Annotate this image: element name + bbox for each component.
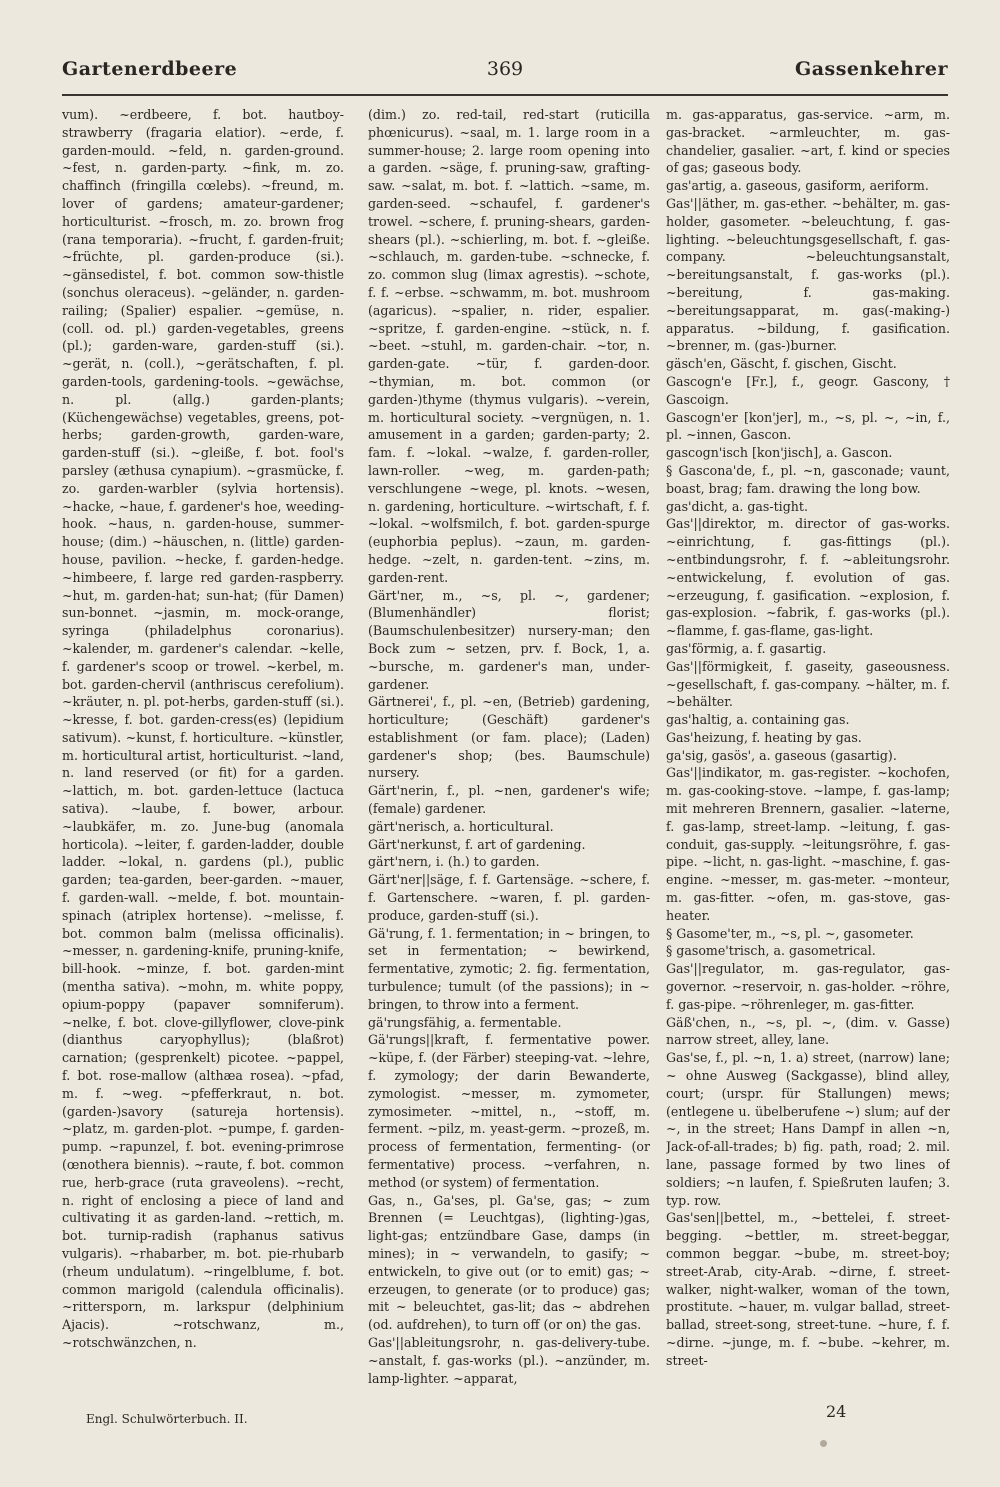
- column-left-text: vum). ~erdbeere, f. bot. hautboy-strawberry (fragaria elatior). ~erde, f. garden-mould. ~feld, n. garden-ground. ~fest, n. garden-party. ~fink, m. zo. chaffinch (fringilla cœlebs). ~freund, m. lover of gardens; amateur-gardener; horticulturist. ~frosch, m. zo. brown frog (rana temporaria). ~frucht, f. garden-fruit; ~früchte, pl. garden-produce (si.). ~gänsedistel, f. bot. common sow-thistle (sonchus oleraceus). ~geländer, n. garden-railing; (Spalier) espalier. ~gemüse, n. (coll. od. pl.) garden-vegetables, greens (pl.); garden-ware, garden-stuff (si.). ~gerät, n. (coll.), ~gerätschaften, f. pl. garden-tools, gardening-tools. ~gewächse, n. pl. (allg.) garden-plants; (Küchengewächse) vegetables, greens, pot-herbs; garden-growth, garden-ware, garden-stuff (si.). ~gleiße, f. bot. fool's parsley (æthusa cynapium). ~grasmücke, f. zo. garden-warbler (sylvia hortensis). ~hacke, ~haue, f. gardener's hoe, weeding-hook. ~haus, n. garden-house, summer-house; (dim.) ~häuschen, n. (little) garden-house, pavilion. ~hecke, f. garden-hedge. ~himbeere, f. large red garden-raspberry. ~hut, m. garden-hat; sun-hat; (für Damen) sun-bonnet. ~jasmin, m. mock-orange, syringa (philadelphus coronarius). ~kalender, m. gardener's calendar. ~kelle, f. gardener's scoop or trowel. ~kerbel, m. bot. garden-chervil (anthriscus cerefolium). ~kräuter, n. pl. pot-herbs, garden-stuff (si.). ~kresse, f. bot. garden-cress(es) (lepidium sativum). ~kunst, f. horticulture. ~künstler, m. horticultural artist, horticulturist. ~land, n. land reserved (or fit) for a garden. ~lattich, m. bot. garden-lettuce (lactuca sativa). ~laube, f. bower, arbour. ~laubkäfer, m. zo. June-bug (anomala horticola). ~leiter, f. garden-ladder, double ladder. ~lokal, n. gardens (pl.), public garden; tea-garden, beer-garden. ~mauer, f. garden-wall. ~melde, f. bot. mountain-spinach (atriplex hortense). ~melisse, f. bot. common balm (melissa officinalis). ~messer, n. gardening-knife, pruning-knife, bill-hook. ~minze, f. bot. garden-mint (mentha sativa). ~mohn, m. white poppy, opium-poppy (papaver somniferum). ~nelke, f. bot. clove-gillyflower, clove-pink (dianthus caryophyllus); (blaßrot) carnation; (gesprenkelt) picotee. ~pappel, f. bot. rose-mallow (althæa rosea). ~pfad, m. f. ~weg. ~pfefferkraut, n. bot. (garden-)savory (satureja hortensis). ~platz, m. garden-plot. ~pumpe, f. garden-pump. ~rapunzel, f. bot. evening-primrose (œnothera biennis). ~raute, f. bot. common rue, herb-grace (ruta graveolens). ~recht, n. right of enclosing a piece of land and cultivating it as garden-land. ~rettich, m. bot. turnip-radish (raphanus sativus vulgaris). ~rhabarber, m. bot. pie-rhubarb (rheum undulatum). ~ringelblume, f. bot. common marigold (calendula officinalis). ~rittersporn, m. larkspur (delphinium Ajacis). ~rotschwanz, m., ~rotschwänzchen, n.: [62, 107, 344, 1350]
- column-middle-text: (dim.) zo. red-tail, red-start (ruticilla phœnicurus). ~saal, m. 1. large room in a summer-house; 2. large room opening into a garden. ~säge, f. pruning-saw, grafting-saw. ~salat, m. bot. f. ~lattich. ~same, m. garden-seed. ~schaufel, f. gardener's trowel. ~schere, f. pruning-shears, garden-shears (pl.). ~schierling, m. bot. f. ~gleiße. ~schlauch, m. garden-tube. ~schnecke, f. zo. common slug (limax agrestis). ~schote, f. f. ~erbse. ~schwamm, m. bot. mushroom (agaricus). ~spalier, n. rider, espalier. ~spritze, f. garden-engine. ~stück, n. f. ~beet. ~stuhl, m. garden-chair. ~tor, n. garden-gate. ~tür, f. garden-door. ~thymian, m. bot. common (or garden-)thyme (thymus vulgaris). ~verein, m. horticultural society. ~vergnügen, n. 1. amusement in a garden; garden-party; 2. fam. f. ~lokal. ~walze, f. garden-roller, lawn-roller. ~weg, m. garden-path; verschlungene ~wege, pl. knots. ~wesen, n. gardening, horticulture. ~wirtschaft, f. f. ~lokal. ~wolfsmilch, f. bot. garden-spurge (euphorbia peplus). ~zaun, m. garden-hedge. ~zelt, n. garden-tent. ~zins, m. garden-rent. Gärt'ner, m., ~s, pl. ~, gardener; (Blumenhändler) florist; (Baumschulenbesitzer) nursery-man; den Bock zum ~ setzen, prv. f. Bock, 1, a. ~bursche, m. gardener's man, under-gardener. Gärtnerei', f., pl. ~en, (Betrieb) gardening, horticulture; (Geschäft) gardener's establishment (or fam. place); (Laden) gardener's shop; (bes. Baumschule) nursery. Gärt'nerin, f., pl. ~nen, gardener's wife; (female) gardener. gärt'nerisch, a. horticultural. Gärt'nerkunst, f. art of gardening. gärt'nern, i. (h.) to garden. Gärt'ner||säge, f. f. Gartensäge. ~schere, f. f. Gartenschere. ~waren, f. pl. garden-produce, garden-stuff (si.). Gä'rung, f. 1. fermentation; in ~ bringen, to set in fermentation; ~ bewirkend, fermentative, zymotic; 2. fig. fermentation, turbulence; tumult (of the passions); in ~ bringen, to throw into a ferment. gä'rungsfähig, a. fermentable. Gä'rungs||kraft, f. fermentative power. ~küpe, f. (der Färber) steeping-vat. ~lehre, f. zymology; der darin Bewanderte, zymologist. ~messer, m. zymometer, zymosimeter. ~mittel, n., ~stoff, m. ferment. ~pilz, m. yeast-germ. ~prozeß, m. process of fermentation, fermenting- (or fermentative) process. ~verfahren, n. method (or system) of fermentation. Gas, n., Ga'ses, pl. Ga'se, gas; ~ zum Brennen (= Leuchtgas), (lighting-)gas, light-gas; entzündbare Gase, damps (in mines); in ~ verwandeln, to gasify; ~ entwickeln, to give out (or to emit) gas; ~ erzeugen, to generate (or to produce) gas; mit ~ beleuchtet, gas-lit; das ~ abdrehen (od. aufdrehen), to turn off (or on) the gas. Gas'||ableitungsrohr, n. gas-delivery-tube. ~anstalt, f. gas-works (pl.). ~anzünder, m. lamp-lighter. ~apparat,: [368, 107, 650, 1386]
- page-header: [62, 52, 948, 92]
- column-middle: [368, 106, 650, 1406]
- footer-signature: 24: [826, 1402, 847, 1421]
- ink-spot: [820, 1440, 827, 1447]
- footer-book-title: Engl. Schulwörterbuch. II.: [86, 1412, 248, 1426]
- page-number: 369: [486, 58, 524, 80]
- header-rule: [62, 94, 948, 96]
- right-running-headword: Gassenkehrer: [794, 58, 948, 80]
- column-right-text: m. gas-apparatus, gas-service. ~arm, m. gas-bracket. ~armleuchter, m. gas-chandelier, gasalier. ~art, f. kind or species of gas; gaseous body. gas'artig, a. gaseous, gasiform, aeriform. Gas'||äther, m. gas-ether. ~behälter, m. gas-holder, gasometer. ~beleuchtung, f. gas-lighting. ~beleuchtungsgesellschaft, f. gas-company. ~beleuchtungsanstalt, ~bereitungsanstalt, f. gas-works (pl.). ~bereitung, f. gas-making. ~bereitungsapparat, m. gas(-making-) apparatus. ~bildung, f. gasification. ~brenner, m. (gas-)burner. gäsch'en, Gäscht, f. gischen, Gischt. Gascogn'e [Fr.], f., geogr. Gascony, † Gascoign. Gascogn'er [kon'jer], m., ~s, pl. ~, ~in, f., pl. ~innen, Gascon. gascogn'isch [kon'jisch], a. Gascon. § Gascona'de, f., pl. ~n, gasconade; vaunt, boast, brag; fam. drawing the long bow. gas'dicht, a. gas-tight. Gas'||direktor, m. director of gas-works. ~einrichtung, f. gas-fittings (pl.). ~entbindungsrohr, f. f. ~ableitungsrohr. ~entwickelung, f. evolution of gas. ~erzeugung, f. gasification. ~explosion, f. gas-explosion. ~fabrik, f. gas-works (pl.). ~flamme, f. gas-flame, gas-light. gas'förmig, a. f. gasartig. Gas'||förmigkeit, f. gaseity, gaseousness. ~gesellschaft, f. gas-company. ~hälter, m. f. ~behälter. gas'haltig, a. containing gas. Gas'heizung, f. heating by gas. ga'sig, gasös', a. gaseous (gasartig). Gas'||indikator, m. gas-register. ~kochofen, m. gas-cooking-stove. ~lampe, f. gas-lamp; mit mehreren Brennern, gasalier. ~laterne, f. gas-lamp, street-lamp. ~leitung, f. gas-conduit, gas-supply. ~leitungsröhre, f. gas-pipe. ~licht, n. gas-light. ~maschine, f. gas-engine. ~messer, m. gas-meter. ~monteur, m. gas-fitter. ~ofen, m. gas-stove, gas-heater. § Gasome'ter, m., ~s, pl. ~, gasometer. § gasome'trisch, a. gasometrical. Gas'||regulator, m. gas-regulator, gas-governor. ~reservoir, n. gas-holder. ~röhre, f. gas-pipe. ~röhrenleger, m. gas-fitter. Gäß'chen, n., ~s, pl. ~, (dim. v. Gasse) narrow street, alley, lane. Gas'se, f., pl. ~n, 1. a) street, (narrow) lane; ~ ohne Ausweg (Sackgasse), blind alley, court; (urspr. für Stallungen) mews; (entlegene u. übelberufene ~) slum; auf der ~, in the street; Hans Dampf in allen ~n, Jack-of-all-trades; b) fig. path, road; 2. mil. lane, passage formed by two lines of soldiers; ~n laufen, f. Spießruten laufen; 3. typ. row. Gas'sen||bettel, m., ~bettelei, f. street-begging. ~bettler, m. street-beggar, common beggar. ~bube, m. street-boy; street-Arab, city-Arab. ~dirne, f. street-walker, night-walker, woman of the town, prostitute. ~hauer, m. vulgar ballad, street-ballad, street-song, street-tune. ~hure, f. f. ~dirne. ~junge, m. f. ~bube. ~kehrer, m. street-: [666, 107, 950, 1368]
- column-left: [62, 106, 344, 1406]
- column-right: [666, 106, 950, 1406]
- left-running-headword: Gartenerdbeere: [62, 58, 238, 80]
